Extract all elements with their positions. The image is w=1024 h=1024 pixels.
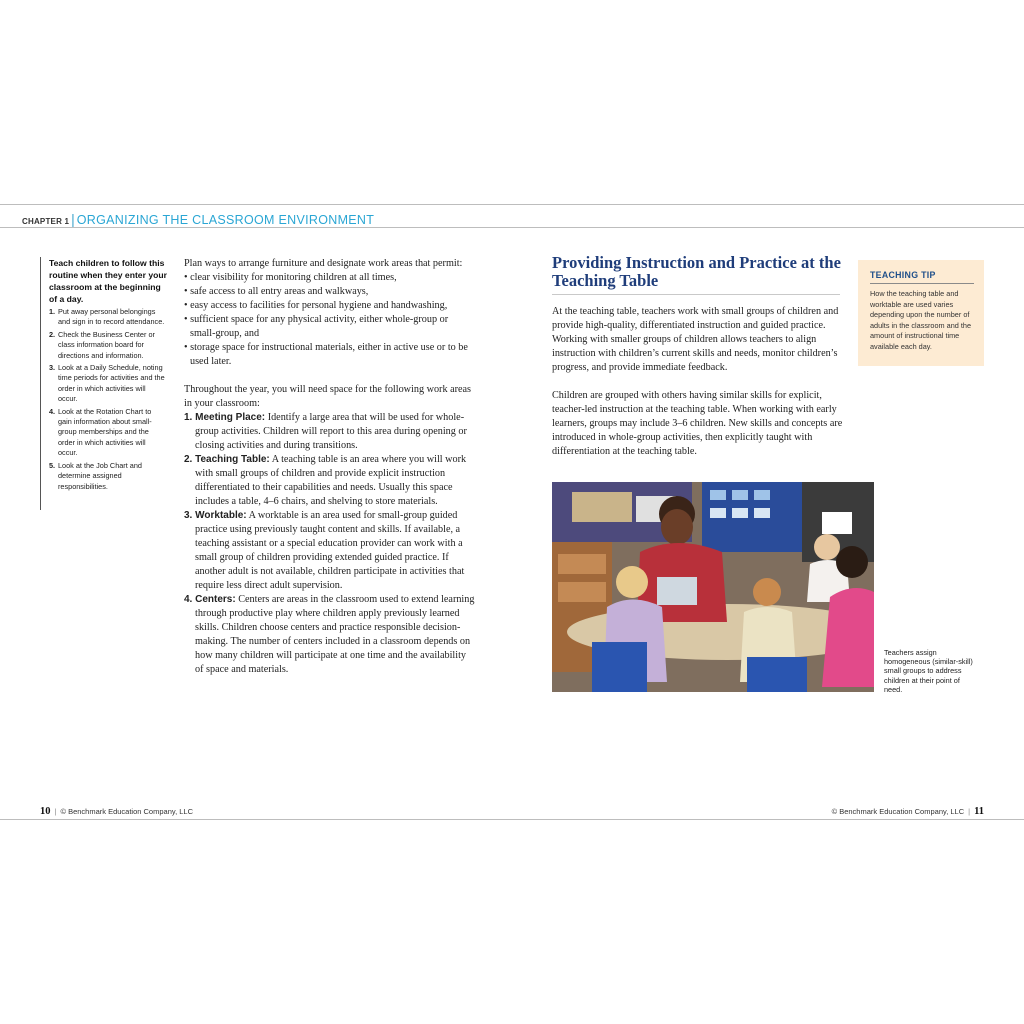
list-item: 5. Look at the Job Chart and determine assigned responsibilities.	[49, 460, 142, 491]
area-centers: 4. Centers: Centers are areas in the classroom used to extend learning through productive play where children apply previously learned skills. Children choose centers and practice responsible decision-making. The number of centers included in a classroom depends on how many children will participate at one time and the availability of space and materials.	[184, 594, 475, 675]
bullet-item: • sufficient space for any physical activity, either whole-group or small-group, and	[184, 314, 449, 339]
teaching-tip-body: How the teaching table and worktable are used varies depending upon the number of adults in the classroom and the amount of instructional time available each day.	[870, 289, 971, 351]
area-worktable: 3. Worktable: A worktable is an area used for small-group guided practice using previously taught content and skills. If available, a teaching assistant or a special education provider can work with a small group of children providing extended guided practice. If another adult is not available, children participate in activities that require less direct adult supervision.	[184, 510, 465, 591]
chapter-label: CHAPTER 1	[22, 217, 70, 226]
copyright-left: © Benchmark Education Company, LLC	[60, 807, 193, 816]
list-item: 4. Look at the Rotation Chart to gain information about small-group memberships and the order in which activities will occur.	[49, 406, 152, 458]
bullet-item: • easy access to facilities for personal hygiene and handwashing,	[184, 300, 448, 311]
bullet-item: • clear visibility for monitoring children at all times,	[184, 272, 397, 283]
footer-left: 10 | © Benchmark Education Company, LLC	[40, 806, 193, 817]
routine-sidebar	[40, 257, 167, 510]
teaching-table-para-2: Children are grouped with others having similar skills for explicit, teacher-led instruction at the teaching table. When working with early learners, groups may include 3–6 children. New skills and concepts are introduced in whole-group activities, then explicitly taught with differentiation at the teaching table.	[552, 390, 843, 457]
list-item: 3. Look at a Daily Schedule, noting time periods for activities and the order in which activities will occur.	[49, 363, 165, 404]
page-number-left: 10	[40, 806, 51, 817]
chapter-header	[22, 211, 374, 229]
work-areas-intro: Plan ways to arrange furniture and designate work areas that permit:	[184, 258, 463, 269]
left-body-column	[184, 257, 476, 677]
list-item: 1. Put away personal belongings and sign in to record attendance.	[49, 307, 165, 327]
work-areas-para: Throughout the year, you will need space for the following work areas in your classroom:	[184, 384, 472, 409]
copyright-right: © Benchmark Education Company, LLC	[831, 807, 965, 816]
footer-rule	[0, 819, 1024, 820]
area-meeting-place: 1. Meeting Place: Identify a large area that will be used for whole-group activities. Children will report to this area during opening or closing activities and during transitions.	[184, 412, 467, 451]
list-item: 2. Check the Business Center or class information board for directions and information.	[49, 329, 155, 360]
teaching-table-para-1: At the teaching table, teachers work with small groups of children and provide high-quality, differentiated instruction and guided practice. Working with smaller groups of children allows teachers to align instruction with children’s current skills and needs, monitor children’s progress, and provide immediate feedback.	[552, 306, 839, 373]
teaching-tip-title: TEACHING TIP	[870, 270, 974, 284]
right-body-column	[552, 305, 844, 459]
photo-caption: Teachers assign homogeneous (similar-skill) small groups to address children at their point of need.	[884, 648, 973, 694]
chapter-title: ORGANIZING THE CLASSROOM ENVIRONMENT	[76, 213, 375, 227]
header-separator: |	[71, 211, 75, 227]
top-rule	[0, 204, 1024, 205]
footer-right: © Benchmark Education Company, LLC | 11	[831, 806, 984, 817]
teaching-tip-box	[858, 260, 984, 366]
section-heading: Providing Instruction and Practice at the Teaching Table	[552, 253, 841, 290]
routine-list	[49, 307, 167, 492]
bullet-item: • storage space for instructional materials, either in active use or to be used later.	[184, 342, 468, 367]
area-teaching-table: 2. Teaching Table: A teaching table is an area where you will work with small groups of children and provide explicit instruction differentiated to their capabilities and needs. Usually this space includes a table, 4–6 chairs, and shelving to store materials.	[184, 454, 467, 507]
classroom-photo-image	[552, 482, 874, 692]
page-number-right: 11	[974, 806, 984, 817]
bullet-item: • safe access to all entry areas and walkways,	[184, 286, 369, 297]
sidebar-intro: Teach children to follow this routine when they enter your classroom at the beginning of a day.	[49, 258, 167, 304]
heading-rule	[552, 294, 840, 295]
classroom-photo	[552, 482, 874, 692]
